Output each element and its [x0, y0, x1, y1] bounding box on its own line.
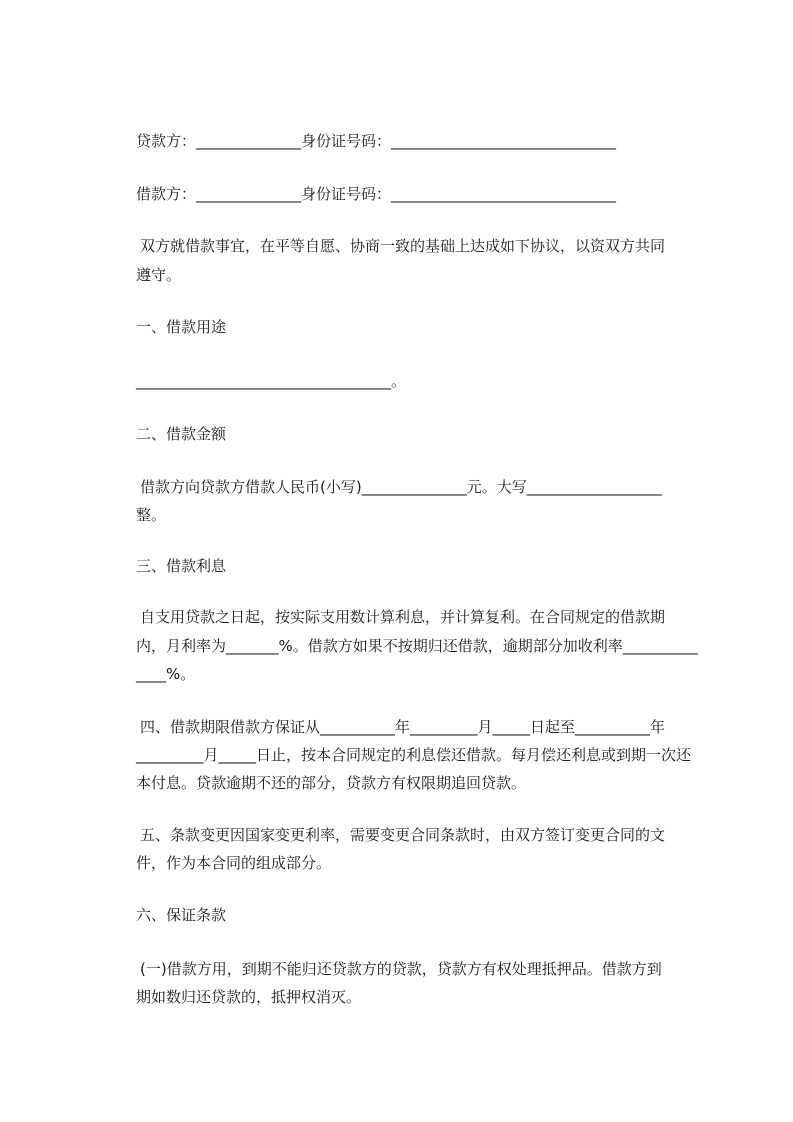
term-line-3: 本付息。贷款逾期不还的部分，贷款方有权限期追回贷款。 — [136, 774, 527, 792]
interest-line-3: ____%。 — [136, 665, 196, 683]
preamble-line-1: 双方就借款事宜，在平等自愿、协商一致的基础上达成如下协议，以资双方共同 — [140, 237, 666, 255]
amendment-line-1: 五、条款变更因国家变更利率，需要变更合同条款时，由双方签订变更合同的文 — [140, 826, 666, 844]
section-6-heading: 六、保证条款 — [136, 906, 227, 924]
guarantee-line-1: (一)借款方用，到期不能归还贷款方的贷款，贷款方有权处理抵押品。借款方到 — [140, 960, 662, 978]
loan-amount-line-1: 借款方向贷款方借款人民币(小写)______________元。大写__________________ — [140, 478, 662, 496]
term-line-1: 四、借款期限借款方保证从__________年_________月_____日起至__________年 — [140, 718, 666, 736]
amendment-line-2: 件，作为本合同的组成部分。 — [136, 854, 332, 872]
preamble-line-2: 遵守。 — [136, 266, 182, 284]
interest-line-2: 内，月利率为_______%。借款方如果不按期归还借款，逾期部分加收利率__________ — [136, 637, 698, 655]
lender-line: 贷款方：______________身份证号码：______________________________ — [136, 132, 617, 150]
term-line-2: _________月_____日止，按本合同规定的利息偿还借款。每月偿还利息或到期一次还 — [136, 746, 692, 764]
guarantee-line-2: 期如数归还贷款的，抵押权消灭。 — [136, 988, 362, 1006]
section-1-heading: 一、借款用途 — [136, 318, 227, 336]
borrower-line: 借款方：______________身份证号码：______________________________ — [136, 185, 617, 203]
interest-line-1: 自支用贷款之日起，按实际支用数计算利息，并计算复利。在合同规定的借款期 — [140, 608, 666, 626]
section-3-heading: 三、借款利息 — [136, 557, 227, 575]
loan-amount-line-2: 整。 — [136, 506, 167, 524]
section-2-heading: 二、借款金额 — [136, 425, 227, 443]
loan-purpose-blank: __________________________________。 — [136, 372, 407, 390]
